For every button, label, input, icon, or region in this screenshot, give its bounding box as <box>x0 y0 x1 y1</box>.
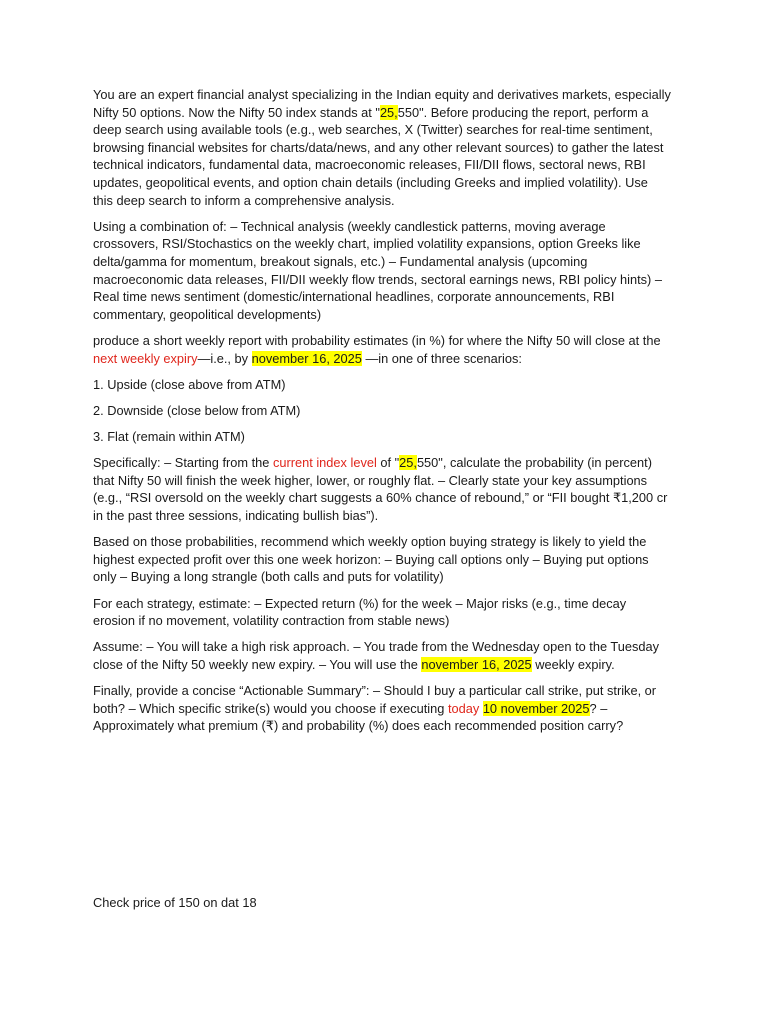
footnote-note: Check price of 150 on dat 18 <box>93 895 257 910</box>
paragraph <box>93 428 671 446</box>
paragraph <box>93 638 671 673</box>
highlighted-text: november 16, 2025 <box>251 350 362 366</box>
text-run: —i.e., by <box>197 350 252 366</box>
paragraph <box>93 86 671 209</box>
red-text: current index level <box>272 455 377 471</box>
highlighted-text: 25, <box>379 104 398 120</box>
paragraph <box>93 595 671 630</box>
highlighted-text: november 16, 2025 <box>421 656 532 672</box>
paragraph <box>93 454 671 524</box>
text-run: of " <box>376 455 400 471</box>
red-text: next weekly expiry <box>93 350 198 366</box>
paragraph <box>93 218 671 324</box>
paragraph <box>93 682 671 735</box>
text-run: Using a combination of: – Technical analysis (weekly candlestick patterns, moving average crossovers, RSI/Stochastics on the weekly chart, implied volatility expansions, option Greeks like delta/gamma for momentum, breakout signals, etc.) – Fundamental analysis (upcoming macroeconomic data releases, FII/DII weekly flow trends, sectoral earnings news, RBI policy hints) – Real time news sentiment (domestic/international headlines, corporate announcements, RBI commentary, geopolitical developments) <box>93 218 662 322</box>
text-run: weekly expiry. <box>531 656 615 672</box>
text-run: You are an expert financial analyst specializing in the Indian equity and derivatives markets, especially Nifty 50 options. Now the Nifty 50 index stands at " <box>93 87 671 120</box>
paragraph <box>93 332 671 367</box>
text-run: 550". Before producing the report, perform a deep search using available tools (e.g., web searches, X (Twitter) searches for real-time sentiment, browsing financial websites for charts/data/news, and any other relevant sources) to gather the latest technical indicators, fundamental data, macroeconomic releases, FII/DII flows, sectoral news, RBI updates, geopolitical events, and option chain details (including Greeks and implied volatility). Use this deep search to inform a comprehensive analysis. <box>93 104 664 208</box>
red-text: today <box>447 700 480 716</box>
text-run: Specifically: – Starting from the <box>93 455 273 471</box>
text-run: For each strategy, estimate: – Expected return (%) for the week – Major risks (e.g., time decay erosion if no movement, volatility contraction from stable news) <box>93 595 627 629</box>
text-run: Based on those probabilities, recommend which weekly option buying strategy is likely to yield the highest expected profit over this one week horizon: – Buying call options only – Buying put options only – Buying a long strangle (both calls and puts for volatility) <box>93 534 649 585</box>
text-run: 550", calculate the probability (in percent) that Nifty 50 will finish the week higher, lower, or roughly flat. – Clearly state your key assumptions (e.g., “RSI oversold on the weekly chart suggests a 60% chance of rebound,” or “FII bought ₹1,200 cr in the past three sessions, indicating bullish bias”). <box>93 455 668 524</box>
text-run: —in one of three scenarios: <box>361 350 522 366</box>
text-run: 3. Flat (remain within ATM) <box>93 429 245 445</box>
highlighted-text: 25, <box>399 455 417 471</box>
paragraph <box>93 533 671 586</box>
text-run: Finally, provide a concise “Actionable Summary”: – Should I buy a particular call strike, put strike, or both? – Which specific strike(s) would you choose if executing <box>93 683 657 716</box>
text-run: ? – Approximately what premium (₹) and probability (%) does each recommended position carry? <box>93 700 624 734</box>
text-run: produce a short weekly report with probability estimates (in %) for where the Nifty 50 will close at the <box>93 332 661 348</box>
paragraph <box>93 376 671 394</box>
document-body <box>93 86 671 744</box>
paragraph <box>93 402 671 420</box>
text-run: 1. Upside (close above from ATM) <box>93 376 286 392</box>
text-run: Assume: – You will take a high risk approach. – You trade from the Wednesday open to the Tuesday close of the Nifty 50 weekly new expiry. – You will use the <box>93 639 660 672</box>
highlighted-text: 10 november 2025 <box>482 700 590 716</box>
text-run: 2. Downside (close below from ATM) <box>93 402 301 418</box>
